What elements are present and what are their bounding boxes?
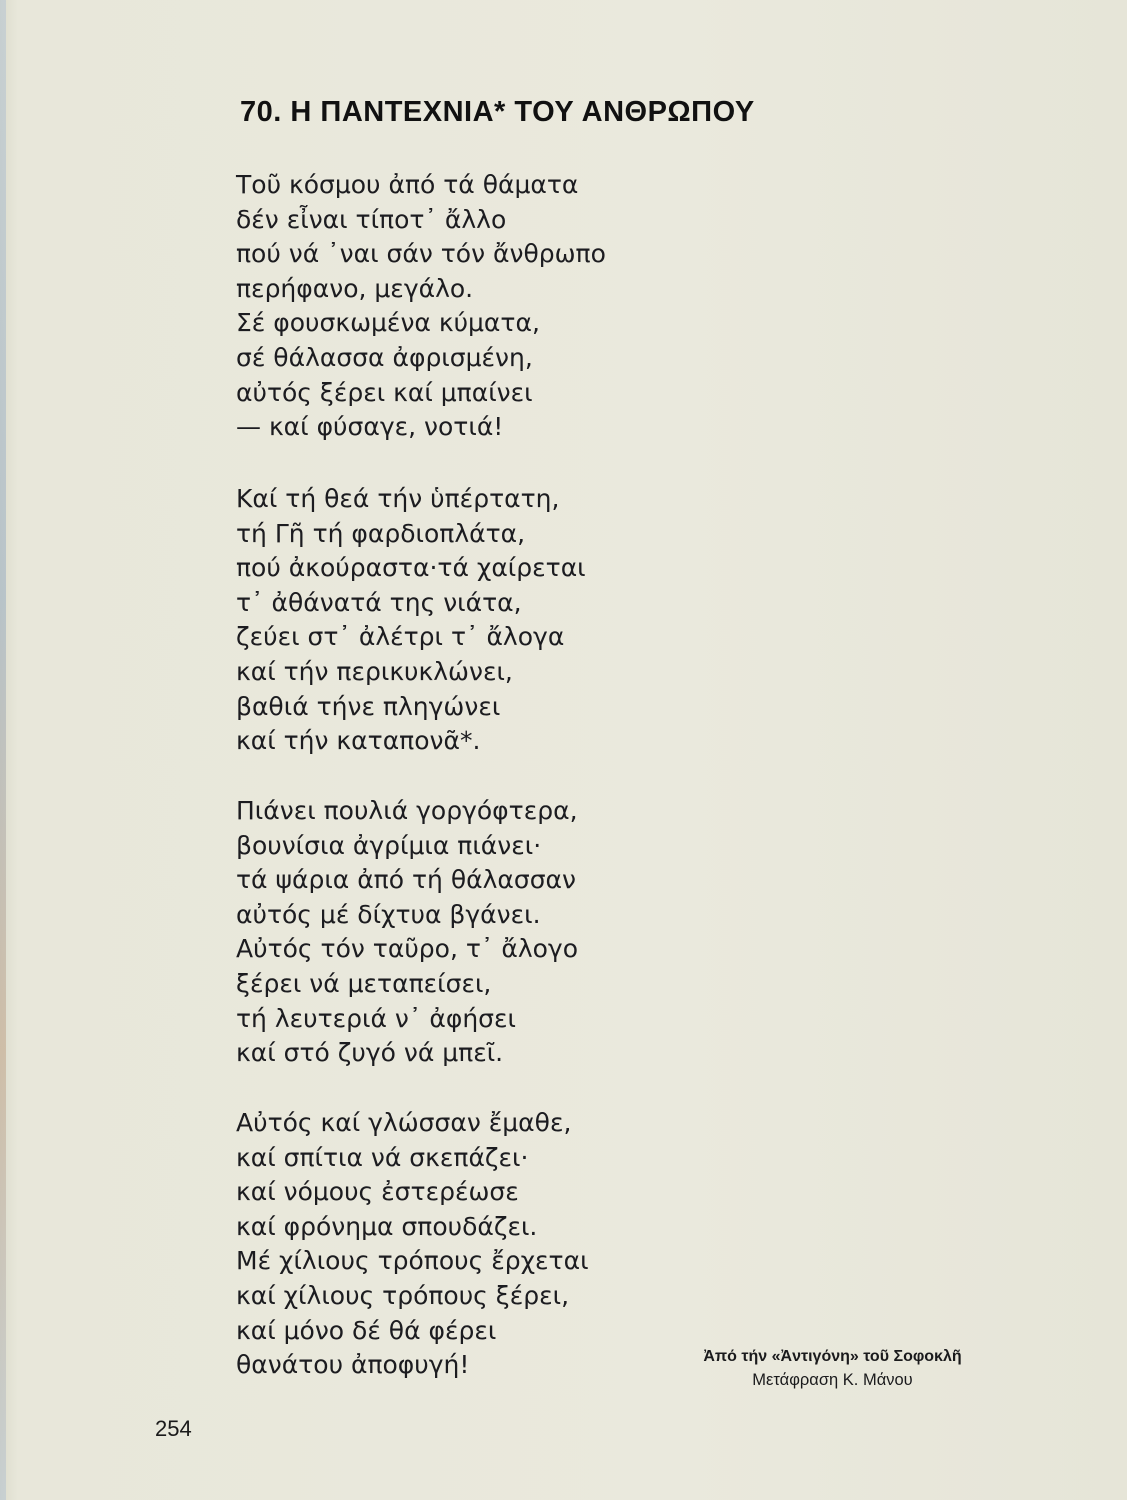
source-attribution — [660, 1346, 1005, 1392]
page-number: 254 — [155, 1416, 192, 1441]
poem-line: Τοῦ κόσμου ἀπό τά θάματα — [236, 170, 579, 199]
poem-line: καί μόνο δέ θά φέρει — [236, 1315, 497, 1345]
poem-line: Πιάνει πουλιά γοργόφτερα, — [236, 796, 578, 825]
poem-line: Σέ φουσκωμένα κύματα, — [236, 308, 540, 338]
poem-line: περήφανο, μεγάλο. — [236, 273, 474, 303]
poem-line: καί νόμους ἐστερέωσε — [236, 1177, 519, 1207]
stanza-1 — [236, 168, 606, 445]
poem-line: καί χίλιους τρόπους ξέρει, — [236, 1280, 570, 1310]
poem-line: καί στό ζυγό νά μπεῖ. — [236, 1038, 504, 1068]
poem-line: Αὐτός τόν ταῦρο, τ᾽ ἄλογο — [236, 934, 579, 964]
poem-line: τ᾽ ἀθάνατά της νιάτα, — [236, 587, 522, 617]
poem-line: τά ψάρια ἀπό τή θάλασσαν — [236, 865, 577, 895]
source-translator: Μετάφραση Κ. Μάνου — [752, 1371, 913, 1389]
poem-line: τή λευτεριά ν᾽ ἀφήσει — [236, 1003, 516, 1033]
stanza-4 — [236, 1106, 589, 1383]
poem-line: πού ἀκούραστα·τά χαίρεται — [236, 553, 586, 583]
poem-line: δέν εἶναι τίποτ᾽ ἄλλο — [236, 204, 507, 234]
poem-line: ζεύει στ᾽ ἀλέτρι τ᾽ ἄλογα — [236, 622, 565, 652]
poem-line: καί φρόνημα σπουδάζει. — [236, 1211, 538, 1241]
poem-line: βαθιά τήνε πληγώνει — [236, 691, 501, 721]
poem-line: Αὐτός καί γλώσσαν ἔμαθε, — [236, 1108, 572, 1137]
poem-line: αὐτός μέ δίχτυα βγάνει. — [236, 899, 541, 929]
poem-line: τή Γῆ τή φαρδιοπλάτα, — [236, 518, 526, 548]
poem-line: σέ θάλασσα ἀφρισμένη, — [236, 342, 533, 372]
poem-line: Καί τή θεά τήν ὑπέρτατη, — [236, 484, 560, 513]
poem-line: αὐτός ξέρει καί μπαίνει — [236, 377, 533, 407]
poem-line: — καί φύσαγε, νοτιά! — [236, 412, 504, 442]
source-work: Ἀπό τήν «Ἀντιγόνη» τοῦ Σοφοκλῆ — [703, 1348, 962, 1365]
stanza-2 — [236, 482, 586, 759]
poem-line: καί τήν περικυκλώνει, — [236, 656, 513, 686]
poem-line: Μέ χίλιους τρόπους ἔρχεται — [236, 1246, 589, 1276]
poem-line: πού νά ᾽ναι σάν τόν ἄνθρωπο — [236, 239, 606, 269]
poem-line: ξέρει νά μεταπείσει, — [236, 968, 492, 998]
poem-title: 70. Η ΠΑΝΤΕΧΝΙΑ* ΤΟΥ ΑΝΘΡΩΠΟΥ — [240, 96, 755, 128]
page-edge — [0, 0, 6, 1500]
poem-line: καί σπίτια νά σκεπάζει· — [236, 1142, 529, 1172]
poem-line: καί τήν καταπονᾶ*. — [236, 726, 481, 756]
poem-line: βουνίσια ἀγρίμια πιάνει· — [236, 830, 542, 860]
stanza-3 — [236, 794, 578, 1071]
poem-line: θανάτου ἀποφυγή! — [236, 1350, 470, 1380]
